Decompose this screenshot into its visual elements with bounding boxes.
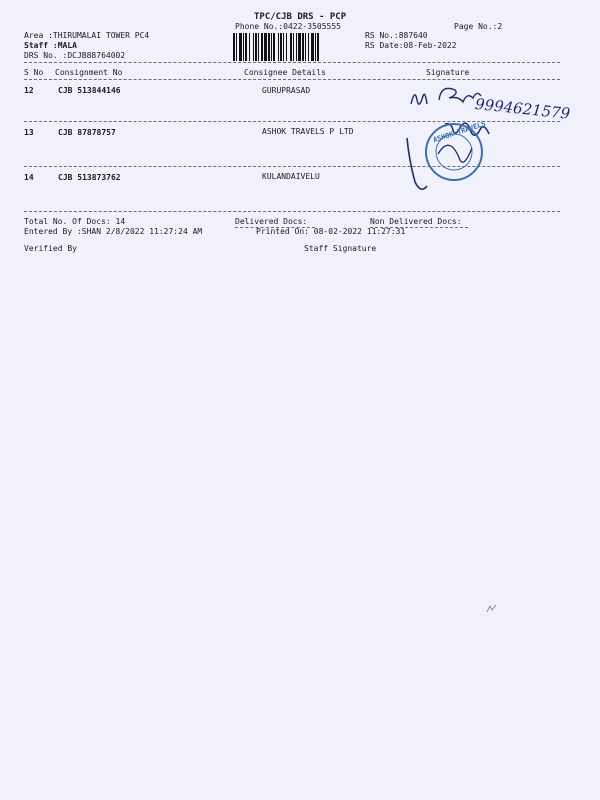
row-consignee: ASHOK TRAVELS P LTD	[262, 127, 354, 136]
row-consignee: GURUPRASAD	[262, 86, 311, 95]
row-consignment: CJB 513844146	[58, 86, 121, 95]
document-title: TPC/CJB DRS - PCP	[254, 12, 347, 22]
row-sno: 14	[24, 173, 34, 182]
divider-bottom	[24, 211, 560, 212]
column-signature: Signature	[426, 68, 470, 77]
area-label: Area :THIRUMALAI TOWER PC4	[24, 31, 150, 40]
column-consignment: Consignment No	[55, 68, 123, 77]
rs-number: RS No.:887640	[365, 31, 428, 40]
handwritten-phone: 9994621579	[474, 95, 572, 123]
staff-label: Staff :MALA	[24, 41, 77, 50]
row-sno: 13	[24, 128, 34, 137]
divider-row	[24, 166, 560, 167]
row-consignment: CJB 87878757	[58, 128, 116, 137]
page-number: Page No.:2	[454, 22, 503, 31]
verified-by: Verified By	[24, 244, 77, 253]
scan-mark	[486, 604, 498, 614]
column-sno: S No	[24, 68, 44, 77]
non-delivered-docs: Non Delivered Docs:	[370, 217, 462, 226]
row-consignment: CJB 513873762	[58, 173, 121, 182]
staff-signature: Staff Signature	[304, 244, 377, 253]
barcode	[233, 33, 358, 61]
row-sno: 12	[24, 86, 34, 95]
row-consignee: KULANDAIVELU	[262, 172, 320, 181]
total-docs: Total No. Of Docs: 14	[24, 217, 126, 226]
divider-top	[24, 62, 560, 63]
drs-number: DRS No. :DCJB88764002	[24, 51, 126, 60]
printed-on: Printed On: 08-02-2022 11:27:31	[256, 227, 406, 236]
phone-number: Phone No.:0422-3505555	[235, 22, 341, 31]
divider-header	[24, 79, 560, 80]
column-consignee: Consignee Details	[244, 68, 326, 77]
rs-date: RS Date:08-Feb-2022	[365, 41, 457, 50]
stamp-text: ASHOK TRAVELS	[432, 119, 487, 145]
entered-by: Entered By :SHAN 2/8/2022 11:27:24 AM	[24, 227, 203, 236]
delivered-docs: Delivered Docs:	[235, 217, 308, 226]
barcode-bar	[319, 33, 320, 61]
